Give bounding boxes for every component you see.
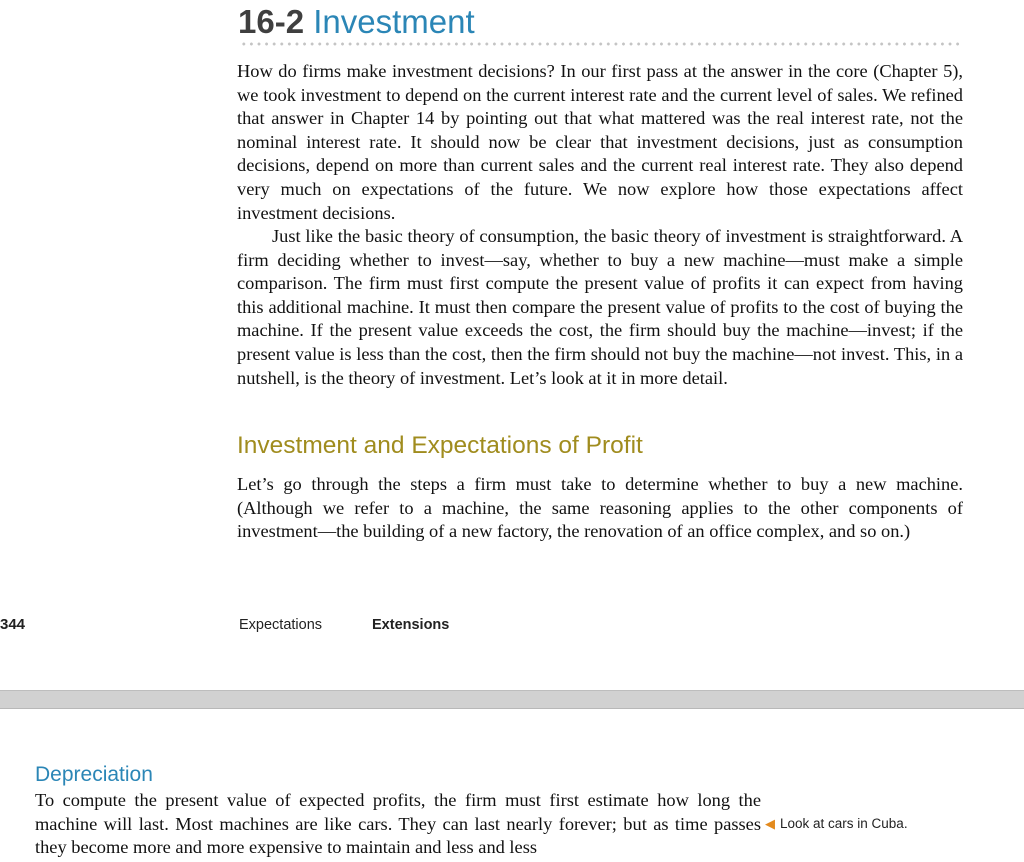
depreciation-heading: Depreciation — [35, 763, 153, 786]
paragraph-depreciation: To compute the present value of expected profits, the firm must first estimate how long the machine will last. Most machines are like cars. They can last nearly forever; but as time passes they become more and more expensive to maintain and less and less — [35, 790, 761, 858]
left-triangle-icon: ◀ — [765, 816, 775, 831]
section-heading — [238, 2, 475, 42]
page-separator — [0, 690, 1024, 709]
section-title: Investment — [313, 3, 475, 40]
dotted-rule — [240, 42, 962, 46]
margin-note — [765, 816, 908, 832]
footer-chapter-title: Extensions — [372, 617, 450, 633]
margin-note-text: Look at cars in Cuba. — [780, 816, 908, 831]
page-number: 344 — [0, 616, 26, 633]
footer-part-title: Expectations — [239, 617, 323, 633]
paragraph-theory: Just like the basic theory of consumption, the basic theory of investment is straightforward. A firm deciding whether to invest—say, whether to buy a new machine—must make a simple comparison. The firm must first compute the present value of profits it can expect from having this additional machine. It must then compare the present value of profits to the cost of buying the machine. If the present value exceeds the cost, the firm should buy the machine—invest; if the present value is less than the cost, then the firm should not buy the machine—not invest. This, in a nutshell, is the theory of investment. Let’s look at it in more detail. — [237, 226, 963, 388]
section-number: 16-2 — [238, 3, 305, 40]
page-345 — [0, 709, 1024, 862]
paragraph-steps: Let’s go through the steps a firm must take to determine whether to buy a new machine. (Although we refer to a machine, the same reasoning applies to the other components of investment—the building of a new factory, the renovation of an office complex, and so on.) — [237, 474, 963, 542]
subsection-heading: Investment and Expectations of Profit — [237, 432, 643, 459]
paragraph-intro: How do firms make investment decisions? In our first pass at the answer in the core (Chapter 5), we took investment to depend on the current interest rate and the current level of sales. We refined that answer in Chapter 14 by pointing out that what mattered was the real interest rate, not the nominal interest rate. It should now be clear that investment decisions, just as consumption decisions, depend on more than current sales and the current real interest rate. They also depend very much on expectations of the future. We now explore how those expectations affect investment decisions. — [237, 61, 963, 223]
